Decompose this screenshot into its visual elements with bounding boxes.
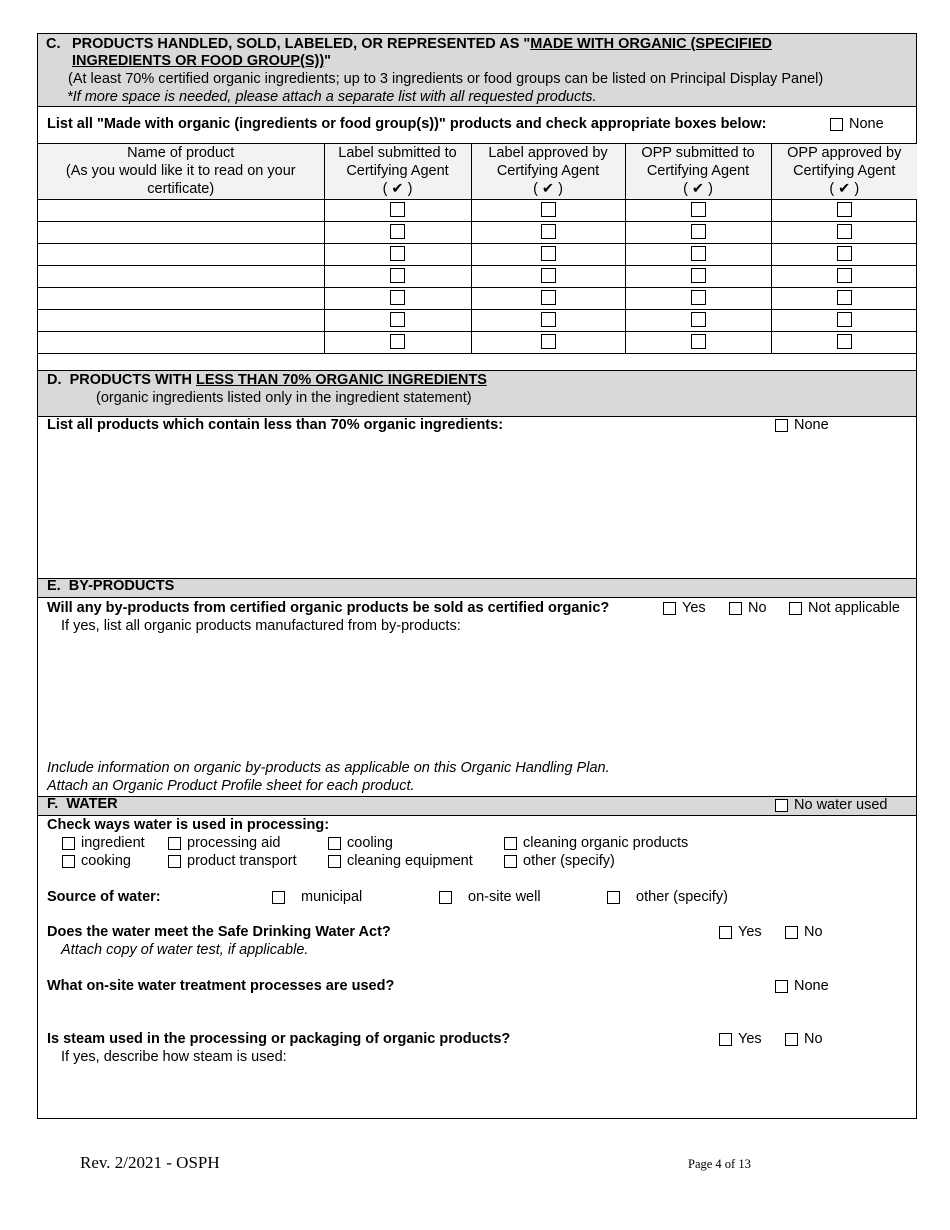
- opp-submitted-cell[interactable]: [625, 332, 771, 354]
- section-e-question: Will any by-products from certified organic products be sold as certified organic?: [47, 600, 610, 616]
- section-d-title: D. PRODUCTS WITH LESS THAN 70% ORGANIC INGREDIENTS: [47, 372, 487, 388]
- water-source-prompt: Source of water:: [47, 889, 161, 905]
- use-cooking-option[interactable]: cooking: [62, 853, 131, 869]
- no-water-used-option[interactable]: No water used: [775, 797, 888, 813]
- label-approved-checkbox[interactable]: [541, 268, 556, 283]
- sdwa-yes-option[interactable]: Yes: [719, 924, 762, 940]
- section-d-none-checkbox[interactable]: [775, 419, 788, 432]
- opp-approved-checkbox[interactable]: [837, 224, 852, 239]
- label-approved-checkbox[interactable]: [541, 202, 556, 217]
- product-name-cell[interactable]: [38, 244, 324, 266]
- opp-submitted-cell[interactable]: [625, 266, 771, 288]
- use-cooking-checkbox[interactable]: [62, 855, 75, 868]
- section-c-none-checkbox[interactable]: [830, 118, 843, 131]
- label-submitted-cell[interactable]: [324, 332, 471, 354]
- sdwa-no-option[interactable]: No: [785, 924, 823, 940]
- opp-submitted-checkbox[interactable]: [691, 224, 706, 239]
- product-name-cell[interactable]: [38, 200, 324, 222]
- use-processing-aid-checkbox[interactable]: [168, 837, 181, 850]
- treatment-none-checkbox[interactable]: [775, 980, 788, 993]
- section-d-prompt: List all products which contain less than 70% organic ingredients:: [47, 417, 504, 433]
- source-well-checkbox[interactable]: [439, 891, 452, 904]
- opp-submitted-checkbox[interactable]: [691, 290, 706, 305]
- section-c-letter: C.: [46, 36, 61, 52]
- section-c-list-prompt: List all "Made with organic (ingredients or food group(s))" products and check appropriate boxes below:: [47, 116, 767, 132]
- label-approved-checkbox[interactable]: [541, 334, 556, 349]
- section-d-none-option[interactable]: [775, 417, 829, 433]
- treatment-question: What on-site water treatment processes are used?: [47, 978, 395, 994]
- table-header-row: [38, 144, 917, 200]
- section-e-na-option[interactable]: Not applicable: [789, 600, 900, 616]
- opp-approved-cell[interactable]: [771, 310, 917, 332]
- label-submitted-checkbox[interactable]: [390, 290, 405, 305]
- col-header-opp-approved: OPP approved by Certifying Agent ( ✔ ): [771, 144, 917, 200]
- label-submitted-checkbox[interactable]: [390, 202, 405, 217]
- table-row: [38, 200, 917, 222]
- use-cleaning-organic-option[interactable]: cleaning organic products: [504, 835, 688, 851]
- product-name-cell[interactable]: [38, 288, 324, 310]
- opp-approved-checkbox[interactable]: [837, 334, 852, 349]
- table-row: [38, 332, 917, 354]
- opp-submitted-checkbox[interactable]: [691, 246, 706, 261]
- opp-submitted-cell[interactable]: [625, 310, 771, 332]
- use-other-checkbox[interactable]: [504, 855, 517, 868]
- label-submitted-cell[interactable]: [324, 244, 471, 266]
- source-municipal-option[interactable]: municipal: [272, 889, 362, 905]
- section-e-no-option[interactable]: No: [729, 600, 767, 616]
- sdwa-no-checkbox[interactable]: [785, 926, 798, 939]
- table-body: [38, 200, 917, 354]
- col-header-product-name: Name of product (As you would like it to read on your certificate): [38, 144, 324, 200]
- opp-submitted-cell[interactable]: [625, 244, 771, 266]
- source-other-option[interactable]: other (specify): [607, 889, 728, 905]
- label-submitted-cell[interactable]: [324, 222, 471, 244]
- source-municipal-checkbox[interactable]: [272, 891, 285, 904]
- footer-page-number: Page 4 of 13: [688, 1157, 751, 1171]
- label-submitted-cell[interactable]: [324, 310, 471, 332]
- label-approved-cell[interactable]: [471, 200, 625, 222]
- label-approved-cell[interactable]: [471, 310, 625, 332]
- steam-followup: If yes, describe how steam is used:: [61, 1049, 287, 1065]
- use-ingredient-option[interactable]: ingredient: [62, 835, 145, 851]
- table-row: [38, 310, 917, 332]
- label-submitted-checkbox[interactable]: [390, 224, 405, 239]
- section-d-subtitle: (organic ingredients listed only in the ingredient statement): [96, 390, 472, 406]
- section-c-title: PRODUCTS HANDLED, SOLD, LABELED, OR REPRESENTED AS "MADE WITH ORGANIC (SPECIFIED INGREDIENTS OR FOOD GROUP(S))": [72, 36, 772, 69]
- label-approved-cell[interactable]: [471, 244, 625, 266]
- opp-approved-cell[interactable]: [771, 332, 917, 354]
- opp-approved-cell[interactable]: [771, 244, 917, 266]
- source-other-checkbox[interactable]: [607, 891, 620, 904]
- col-header-label-submitted: Label submitted to Certifying Agent ( ✔ ): [324, 144, 471, 200]
- treatment-none-option[interactable]: None: [775, 978, 829, 994]
- product-name-cell[interactable]: [38, 332, 324, 354]
- label-approved-checkbox[interactable]: [541, 312, 556, 327]
- label-submitted-checkbox[interactable]: [390, 334, 405, 349]
- table-row: [38, 266, 917, 288]
- opp-approved-cell[interactable]: [771, 200, 917, 222]
- product-name-cell[interactable]: [38, 222, 324, 244]
- section-d-products-area[interactable]: [38, 437, 916, 577]
- opp-approved-cell[interactable]: [771, 266, 917, 288]
- table-row: [38, 222, 917, 244]
- col-header-label-approved: Label approved by Certifying Agent ( ✔ ): [471, 144, 625, 200]
- use-cooling-option[interactable]: cooling: [328, 835, 393, 851]
- section-c-none-option[interactable]: [830, 116, 884, 132]
- opp-submitted-checkbox[interactable]: [691, 312, 706, 327]
- section-e-note-2: Attach an Organic Product Profile sheet for each product.: [47, 778, 415, 794]
- made-with-organic-products-table: [38, 143, 917, 354]
- label-approved-cell[interactable]: [471, 288, 625, 310]
- use-ingredient-checkbox[interactable]: [62, 837, 75, 850]
- use-cleaning-equipment-checkbox[interactable]: [328, 855, 341, 868]
- label-approved-checkbox[interactable]: [541, 290, 556, 305]
- steam-no-option[interactable]: No: [785, 1031, 823, 1047]
- section-d-none-label: None: [794, 417, 829, 433]
- use-cooling-checkbox[interactable]: [328, 837, 341, 850]
- no-water-used-checkbox[interactable]: [775, 799, 788, 812]
- table-row: [38, 288, 917, 310]
- label-approved-cell[interactable]: [471, 332, 625, 354]
- sdwa-yes-checkbox[interactable]: [719, 926, 732, 939]
- label-approved-cell[interactable]: [471, 222, 625, 244]
- section-c-note: (At least 70% certified organic ingredients; up to 3 ingredients or food groups can be listed on Principal Display Panel): [68, 71, 824, 87]
- use-processing-aid-option[interactable]: processing aid: [168, 835, 281, 851]
- table-row: [38, 244, 917, 266]
- label-submitted-checkbox[interactable]: [390, 312, 405, 327]
- opp-approved-cell[interactable]: [771, 288, 917, 310]
- steam-question: Is steam used in the processing or packaging of organic products?: [47, 1031, 511, 1047]
- opp-approved-checkbox[interactable]: [837, 290, 852, 305]
- sdwa-note: Attach copy of water test, if applicable.: [61, 942, 309, 958]
- opp-approved-checkbox[interactable]: [837, 268, 852, 283]
- opp-submitted-cell[interactable]: [625, 288, 771, 310]
- section-e-byproducts-area[interactable]: [38, 637, 916, 757]
- steam-yes-checkbox[interactable]: [719, 1033, 732, 1046]
- section-e-na-checkbox[interactable]: [789, 602, 802, 615]
- opp-submitted-cell[interactable]: [625, 200, 771, 222]
- section-e-no-checkbox[interactable]: [729, 602, 742, 615]
- opp-submitted-checkbox[interactable]: [691, 334, 706, 349]
- steam-yes-option[interactable]: Yes: [719, 1031, 762, 1047]
- organic-handling-plan-form: [37, 33, 917, 1119]
- opp-approved-checkbox[interactable]: [837, 202, 852, 217]
- product-name-cell[interactable]: [38, 310, 324, 332]
- section-c-note-italic: *If more space is needed, please attach a separate list with all requested products.: [67, 89, 597, 105]
- opp-submitted-checkbox[interactable]: [691, 268, 706, 283]
- label-submitted-cell[interactable]: [324, 266, 471, 288]
- source-well-option[interactable]: on-site well: [439, 889, 541, 905]
- use-other-option[interactable]: other (specify): [504, 853, 615, 869]
- sdwa-question: Does the water meet the Safe Drinking Water Act?: [47, 924, 391, 940]
- divider: [38, 597, 916, 598]
- opp-submitted-cell[interactable]: [625, 222, 771, 244]
- use-product-transport-checkbox[interactable]: [168, 855, 181, 868]
- label-submitted-checkbox[interactable]: [390, 246, 405, 261]
- label-approved-cell[interactable]: [471, 266, 625, 288]
- opp-approved-checkbox[interactable]: [837, 246, 852, 261]
- divider: [38, 106, 916, 107]
- use-cleaning-equipment-option[interactable]: cleaning equipment: [328, 853, 473, 869]
- water-ways-prompt: Check ways water is used in processing:: [47, 817, 330, 833]
- section-e-note-1: Include information on organic by-products as applicable on this Organic Handling Plan.: [47, 760, 610, 776]
- divider: [38, 815, 916, 816]
- section-e-followup: If yes, list all organic products manufactured from by-products:: [61, 618, 461, 634]
- opp-approved-checkbox[interactable]: [837, 312, 852, 327]
- section-e-yes-option[interactable]: Yes: [663, 600, 706, 616]
- col-header-opp-submitted: OPP submitted to Certifying Agent ( ✔ ): [625, 144, 771, 200]
- section-f-title: F. WATER: [47, 796, 118, 812]
- label-approved-checkbox[interactable]: [541, 246, 556, 261]
- use-cleaning-organic-checkbox[interactable]: [504, 837, 517, 850]
- opp-approved-cell[interactable]: [771, 222, 917, 244]
- use-product-transport-option[interactable]: product transport: [168, 853, 297, 869]
- opp-submitted-checkbox[interactable]: [691, 202, 706, 217]
- label-submitted-checkbox[interactable]: [390, 268, 405, 283]
- section-e-yes-checkbox[interactable]: [663, 602, 676, 615]
- section-e-title: E. BY-PRODUCTS: [47, 578, 175, 594]
- steam-no-checkbox[interactable]: [785, 1033, 798, 1046]
- label-approved-checkbox[interactable]: [541, 224, 556, 239]
- label-submitted-cell[interactable]: [324, 288, 471, 310]
- section-c-none-label: None: [849, 116, 884, 132]
- footer-revision: Rev. 2/2021 - OSPH: [80, 1153, 220, 1172]
- label-submitted-cell[interactable]: [324, 200, 471, 222]
- product-name-cell[interactable]: [38, 266, 324, 288]
